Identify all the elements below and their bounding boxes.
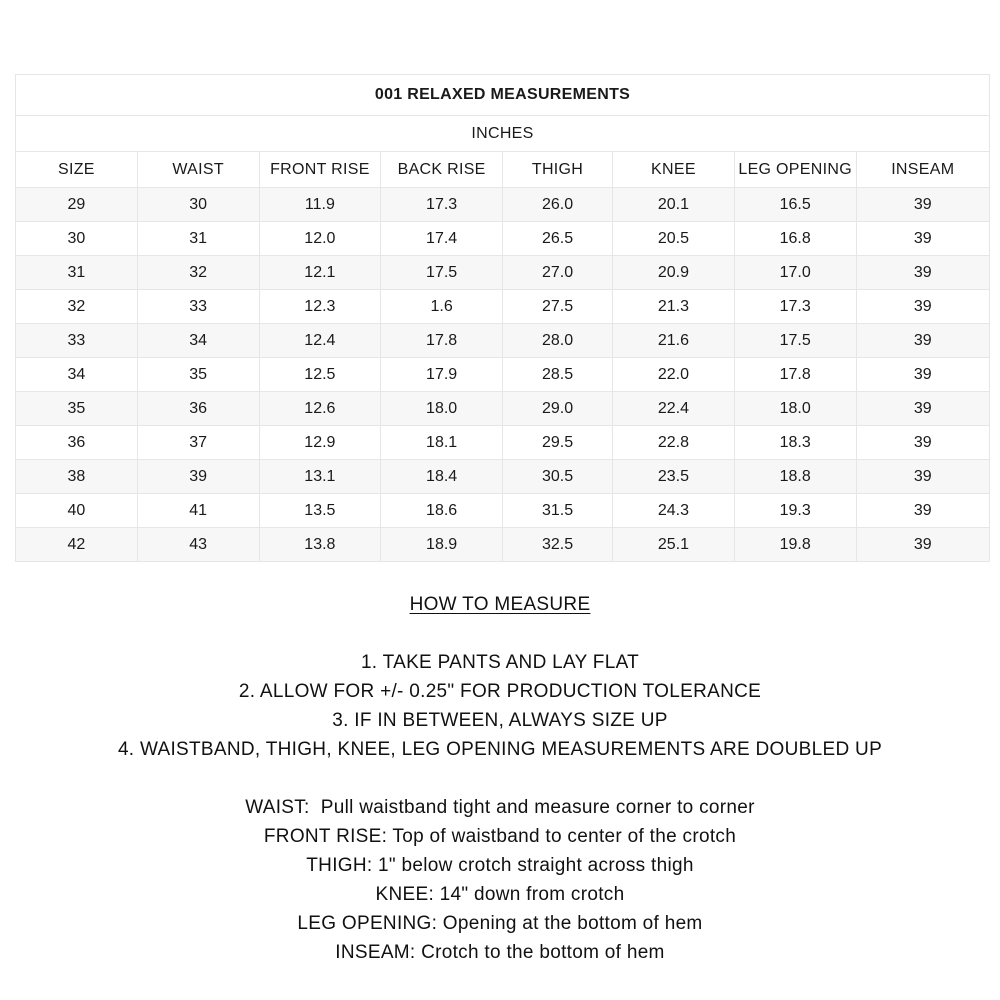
- cell-thigh: 29.0: [503, 392, 613, 426]
- cell-leg-opening: 17.3: [734, 290, 856, 324]
- cell-thigh: 30.5: [503, 460, 613, 494]
- cell-back-rise: 1.6: [381, 290, 503, 324]
- cell-knee: 23.5: [613, 460, 735, 494]
- cell-back-rise: 18.1: [381, 426, 503, 460]
- unit-label: INCHES: [16, 116, 990, 152]
- cell-waist: 41: [137, 494, 259, 528]
- cell-knee: 22.0: [613, 358, 735, 392]
- cell-back-rise: 17.3: [381, 188, 503, 222]
- cell-thigh: 27.0: [503, 256, 613, 290]
- cell-leg-opening: 17.0: [734, 256, 856, 290]
- cell-front-rise: 13.5: [259, 494, 381, 528]
- column-header-thigh: THIGH: [503, 152, 613, 188]
- table-row: [16, 460, 990, 494]
- cell-size: 38: [16, 460, 138, 494]
- cell-leg-opening: 18.0: [734, 392, 856, 426]
- cell-leg-opening: 16.8: [734, 222, 856, 256]
- cell-back-rise: 17.9: [381, 358, 503, 392]
- cell-inseam: 39: [856, 188, 989, 222]
- column-header-back-rise: BACK RISE: [381, 152, 503, 188]
- cell-inseam: 39: [856, 426, 989, 460]
- cell-inseam: 39: [856, 528, 989, 562]
- cell-waist: 36: [137, 392, 259, 426]
- definition-front-rise: FRONT RISE: Top of waistband to center of the crotch: [263, 826, 737, 847]
- cell-size: 36: [16, 426, 138, 460]
- cell-knee: 21.3: [613, 290, 735, 324]
- cell-knee: 22.4: [613, 392, 735, 426]
- cell-leg-opening: 19.3: [734, 494, 856, 528]
- cell-waist: 37: [137, 426, 259, 460]
- table-title: 001 RELAXED MEASUREMENTS: [16, 75, 990, 116]
- cell-knee: 20.5: [613, 222, 735, 256]
- cell-front-rise: 12.3: [259, 290, 381, 324]
- cell-back-rise: 18.4: [381, 460, 503, 494]
- table-row: [16, 324, 990, 358]
- how-to-measure-title: HOW TO MEASURE: [409, 594, 591, 615]
- cell-inseam: 39: [856, 494, 989, 528]
- step-item: 2. ALLOW FOR +/- 0.25" FOR PRODUCTION TOLERANCE: [238, 681, 762, 702]
- cell-inseam: 39: [856, 324, 989, 358]
- table-row: [16, 256, 990, 290]
- measure-definitions: [0, 793, 1000, 967]
- cell-inseam: 39: [856, 256, 989, 290]
- column-header-knee: KNEE: [613, 152, 735, 188]
- cell-waist: 34: [137, 324, 259, 358]
- table-row: [16, 222, 990, 256]
- cell-thigh: 32.5: [503, 528, 613, 562]
- cell-back-rise: 18.9: [381, 528, 503, 562]
- definition-waist: WAIST: Pull waistband tight and measure corner to corner: [245, 797, 755, 818]
- cell-back-rise: 17.8: [381, 324, 503, 358]
- cell-knee: 21.6: [613, 324, 735, 358]
- cell-back-rise: 18.6: [381, 494, 503, 528]
- cell-size: 40: [16, 494, 138, 528]
- cell-waist: 30: [137, 188, 259, 222]
- table-body: [16, 188, 990, 562]
- cell-front-rise: 12.6: [259, 392, 381, 426]
- measure-steps: [0, 648, 1000, 764]
- cell-front-rise: 12.1: [259, 256, 381, 290]
- cell-leg-opening: 18.3: [734, 426, 856, 460]
- cell-waist: 43: [137, 528, 259, 562]
- cell-inseam: 39: [856, 222, 989, 256]
- definition-thigh: THIGH: 1" below crotch straight across thigh: [306, 855, 694, 876]
- cell-size: 29: [16, 188, 138, 222]
- column-header-size: SIZE: [16, 152, 138, 188]
- cell-thigh: 26.5: [503, 222, 613, 256]
- cell-size: 31: [16, 256, 138, 290]
- cell-waist: 33: [137, 290, 259, 324]
- definition-inseam: INSEAM: Crotch to the bottom of hem: [335, 942, 665, 963]
- cell-inseam: 39: [856, 358, 989, 392]
- cell-knee: 25.1: [613, 528, 735, 562]
- cell-waist: 35: [137, 358, 259, 392]
- cell-knee: 20.1: [613, 188, 735, 222]
- definition-knee: KNEE: 14" down from crotch: [375, 884, 625, 905]
- table-row: [16, 528, 990, 562]
- cell-size: 32: [16, 290, 138, 324]
- cell-front-rise: 12.0: [259, 222, 381, 256]
- cell-knee: 22.8: [613, 426, 735, 460]
- cell-front-rise: 12.9: [259, 426, 381, 460]
- definition-leg-opening: LEG OPENING: Opening at the bottom of hem: [297, 913, 703, 934]
- cell-waist: 32: [137, 256, 259, 290]
- cell-size: 33: [16, 324, 138, 358]
- column-header-inseam: INSEAM: [856, 152, 989, 188]
- column-header-leg-opening: LEG OPENING: [734, 152, 856, 188]
- cell-front-rise: 12.5: [259, 358, 381, 392]
- cell-knee: 24.3: [613, 494, 735, 528]
- cell-knee: 20.9: [613, 256, 735, 290]
- cell-back-rise: 17.5: [381, 256, 503, 290]
- cell-front-rise: 13.8: [259, 528, 381, 562]
- table-row: [16, 494, 990, 528]
- cell-front-rise: 13.1: [259, 460, 381, 494]
- cell-thigh: 27.5: [503, 290, 613, 324]
- cell-size: 34: [16, 358, 138, 392]
- cell-thigh: 29.5: [503, 426, 613, 460]
- step-item: 1. TAKE PANTS AND LAY FLAT: [360, 652, 640, 673]
- cell-leg-opening: 19.8: [734, 528, 856, 562]
- cell-leg-opening: 17.8: [734, 358, 856, 392]
- table-row: [16, 426, 990, 460]
- step-item: 4. WAISTBAND, THIGH, KNEE, LEG OPENING MEASUREMENTS ARE DOUBLED UP: [117, 739, 883, 760]
- step-item: 3. IF IN BETWEEN, ALWAYS SIZE UP: [332, 710, 668, 731]
- cell-leg-opening: 18.8: [734, 460, 856, 494]
- cell-inseam: 39: [856, 392, 989, 426]
- cell-back-rise: 18.0: [381, 392, 503, 426]
- cell-inseam: 39: [856, 460, 989, 494]
- cell-front-rise: 11.9: [259, 188, 381, 222]
- cell-thigh: 26.0: [503, 188, 613, 222]
- cell-inseam: 39: [856, 290, 989, 324]
- cell-leg-opening: 16.5: [734, 188, 856, 222]
- how-to-measure-section: [0, 594, 1000, 616]
- column-header-waist: WAIST: [137, 152, 259, 188]
- cell-front-rise: 12.4: [259, 324, 381, 358]
- table-row: [16, 358, 990, 392]
- cell-waist: 39: [137, 460, 259, 494]
- cell-thigh: 31.5: [503, 494, 613, 528]
- cell-size: 42: [16, 528, 138, 562]
- cell-leg-opening: 17.5: [734, 324, 856, 358]
- cell-thigh: 28.0: [503, 324, 613, 358]
- header-row: [16, 152, 990, 188]
- cell-waist: 31: [137, 222, 259, 256]
- table-row: [16, 188, 990, 222]
- cell-size: 35: [16, 392, 138, 426]
- measurements-table: [15, 74, 990, 562]
- table-row: [16, 290, 990, 324]
- cell-back-rise: 17.4: [381, 222, 503, 256]
- cell-thigh: 28.5: [503, 358, 613, 392]
- column-header-front-rise: FRONT RISE: [259, 152, 381, 188]
- table-row: [16, 392, 990, 426]
- cell-size: 30: [16, 222, 138, 256]
